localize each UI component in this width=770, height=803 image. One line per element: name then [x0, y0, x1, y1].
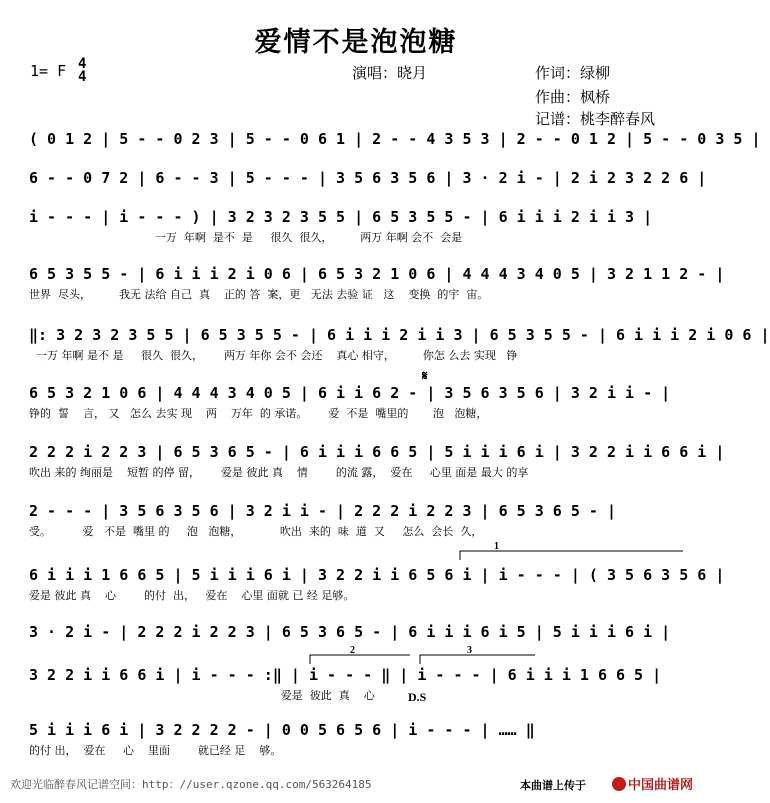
key-signature: 1= F — [30, 62, 67, 80]
notation-line: 2 2 2 i 2 2 3 | 6 5 3 6 5 - | 6 i i i 6 6 5 | 5 i i i 6 i | 3 2 2 i i 6 6 i | — [29, 443, 725, 461]
lyrics-line: 吹出 来的 绚丽是 短暂 的停 留， 爱是 彼此 真 情 的流 露， 爱在 心里 面是 最大 的享 — [29, 466, 529, 479]
lyricist-credit: 作词：绿柳 — [535, 64, 611, 82]
segno-mark: 𝄋 — [422, 368, 428, 383]
lyrics-line — [29, 645, 683, 661]
notation-line: 6 i i i 1 6 6 5 | 5 i i i 6 i | 3 2 2 i i 6 5 6 i | i - - - | ( 3 5 6 3 5 6 | — [29, 566, 725, 584]
lyrics-line: 一万 年啊 是不 是 很久 很久， 两万 年啊 会不 会是 — [29, 231, 463, 244]
notation-line: i - - - | i - - - ) | 3 2 3 2 3 5 5 | 6 5 3 5 5 - | 6 i i i 2 i i 3 | — [29, 208, 653, 226]
notation-line: 6 - - 0 7 2 | 6 - - 3 | 5 - - - | 3 5 6 3 5 6 | 3 · 2 i - | 2 i 2 3 2 2 6 | — [29, 169, 707, 187]
notation-line: ‖: 3 2 3 2 3 5 5 | 6 5 3 5 5 - | 6 i i i 2 i i 3 | 6 5 3 5 5 - | 6 i i i 2 i 0 6 | — [29, 326, 770, 344]
notation-line: 5 i i i 6 i | 3 2 2 2 2 - | 0 0 5 6 5 6 | i - - - | …… ‖ — [29, 721, 535, 739]
lyrics-line: 受。 爱 不是 嘴里 的 泡 泡糖， 吹出 来的 味 道 又 怎么 会长 久， — [29, 525, 483, 538]
lyrics-line: 的付 出， 爱在 心 里面 就已经 足 够。 — [29, 744, 282, 757]
footer-credit: 欢迎光临醉春风记谱空间：http：//user.qzone.qq.com/563264185 — [10, 778, 372, 791]
composer-credit: 作曲：枫桥 — [535, 88, 611, 106]
logo-text: 中国曲谱网 — [628, 778, 694, 793]
notation-line: 6 5 3 5 5 - | 6 i i i 2 i 0 6 | 6 5 3 2 1 0 6 | 4 4 4 3 4 0 5 | 3 2 1 1 2 - | — [29, 265, 725, 283]
site-logo[interactable] — [612, 774, 693, 793]
notation-line: 3 · 2 i - | 2 2 2 i 2 2 3 | 6 5 3 6 5 - | 6 i i i 6 i 5 | 5 i i i 6 i | — [29, 623, 671, 641]
lyrics-line: 一万 年啊 是不 是 很久 很久， 两万 年你 会不 会还 真心 相守， 你怎 么去 实现 铮 — [29, 349, 518, 362]
time-signature-bottom: 4 — [78, 69, 87, 85]
lyrics-line: 爱是 彼此 真 心 — [29, 689, 375, 702]
time-signature-top: 4 — [78, 56, 87, 72]
logo-icon — [612, 777, 626, 791]
notation-line: 6 5 3 2 1 0 6 | 4 4 4 3 4 0 5 | 6 i i 6 2 - | 3 5 6 3 5 6 | 3 2 i i - | — [29, 384, 671, 402]
volta-label-3: 3 — [467, 645, 472, 656]
footer-upload-note: 本曲谱上传于 — [520, 779, 586, 792]
lyrics-line: 世界 尽头， 我无 法给 自己 真 正的 答 案，更 无法 去验 证 这 变换 的宇 宙。 — [29, 288, 489, 301]
volta-bracket-1 — [460, 551, 683, 560]
volta-label-1: 1 — [494, 541, 499, 552]
ds-mark: D.S — [408, 690, 427, 704]
lyrics-line — [29, 152, 683, 168]
notation-line: 3 2 2 i i 6 6 i | i - - - :‖ | i - - - ‖ | i - - - | 6 i i i 1 6 6 5 | — [29, 666, 662, 684]
lyrics-line: 铮的 誓 言， 又 怎么 去实 现 两 万年 的 承诺。 爱 不是 嘴里的 泡 泡糖， — [29, 407, 488, 420]
notation-line: ( 0 1 2 | 5 - - 0 2 3 | 5 - - 0 6 1 | 2 - - 4 3 5 3 | 2 - - 0 1 2 | 5 - - 0 3 5 | — [29, 130, 761, 148]
volta-label-2: 2 — [350, 645, 355, 656]
lyrics-line: 爱是 彼此 真 心 的付 出， 爱在 心里 面就 已 经 足够。 — [29, 589, 355, 602]
singer-credit: 演唱：晓月 — [352, 64, 428, 82]
notation-line: 2 - - - | 3 5 6 3 5 6 | 3 2 i i - | 2 2 2 i 2 2 3 | 6 5 3 6 5 - | — [29, 502, 616, 520]
transcriber-credit: 记谱：桃李醉春风 — [535, 110, 656, 128]
page-title: 爱情不是泡泡糖 — [254, 27, 458, 58]
time-signature — [78, 58, 86, 84]
lyrics-line — [29, 191, 683, 207]
